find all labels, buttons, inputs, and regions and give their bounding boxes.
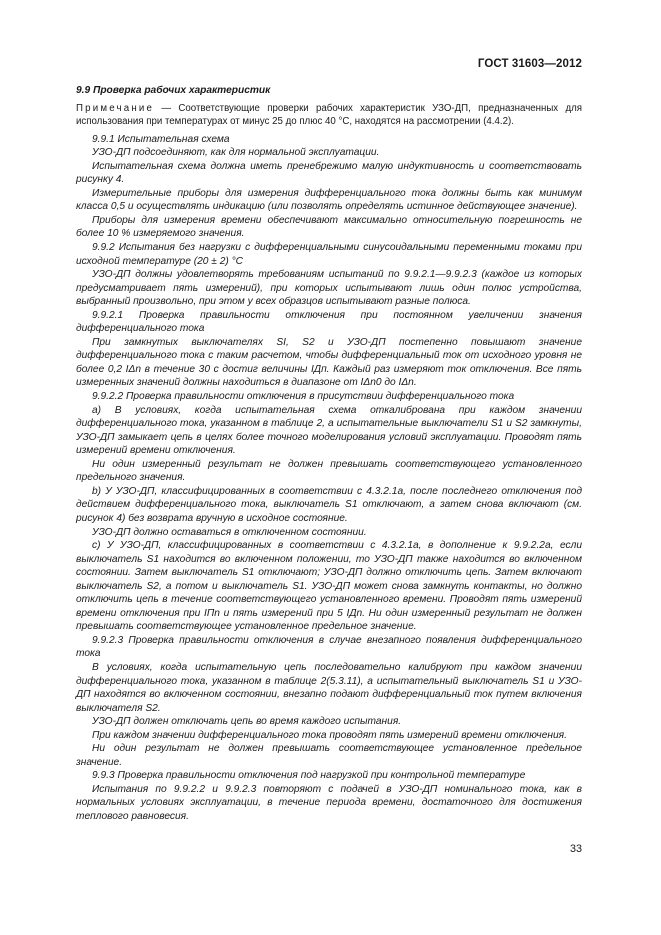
document-body: [76, 84, 582, 824]
paragraph: Измерительные приборы для измерения дифференциального тока должны быть как минимум класса 0,5 и осуществлять индикацию (или позволять определять истинное действующее значение).: [76, 187, 582, 213]
paragraph: Испытательная схема должна иметь пренебрежимо малую индуктивность и соответствовать рисунку 4.: [76, 160, 582, 186]
paragraph: УЗО-ДП должен отключать цепь во время каждого испытания.: [92, 716, 402, 728]
paragraph: При замкнутых выключателях SI, S2 и УЗО-ДП постепенно повышают значение дифференциального тока с таким расчетом, чтобы дифференциальный ток от исходного уровня не более 0,2 IΔn в течение 30 с достиг величины IДп. Каждый раз измеряют ток отключения. Все пять измеренных значений должны находиться в диапазоне от IΔn0 до IΔn.: [76, 336, 582, 389]
subsection-heading-9-9-1: 9.9.1 Испытательная схема: [92, 133, 230, 145]
document-standard-number: ГОСТ 31603—2012: [477, 58, 582, 70]
paragraph: УЗО-ДП подсоединяют, как для нормальной эксплуатации.: [92, 147, 380, 159]
paragraph: УЗО-ДП должны удовлетворять требованиям испытаний по 9.9.2.1—9.9.2.3 (каждое из которых предусматривает пять измерений), при которых испытывают лишь один полюс устройства, выбранный произвольно, при этом у всех образцов испытывают разные полюса.: [76, 269, 582, 308]
subsection-heading-9-9-2-1: 9.9.2.1 Проверка правильности отключения при постоянном увеличении значения дифференциального тока: [76, 309, 582, 335]
subsection-heading-9-9-2-2: 9.9.2.2 Проверка правильности отключения в присутствии дифференциального тока: [92, 391, 515, 403]
paragraph: Приборы для измерения времени обеспечивают максимально относительную погрешность не более 10 % измеряемого значения.: [76, 214, 582, 240]
paragraph: При каждом значении дифференциального тока проводят пять измерений времени отключения.: [92, 729, 567, 741]
subsection-heading-9-9-2: 9.9.2 Испытания без нагрузки с дифференциальными синусоидальными переменными токами при исходной температуре (20 ± 2) °С: [76, 242, 582, 267]
paragraph: Испытания по 9.9.2.2 и 9.9.2.3 повторяют с подачей в УЗО-ДП номинального тока, как в нормальных условиях эксплуатации, в течение периода времени, достаточного для достижения теплового равновесия.: [76, 783, 582, 822]
subsection-heading-9-9-2-3: 9.9.2.3 Проверка правильности отключения в случае внезапного появления дифференциального тока: [76, 634, 582, 660]
subsection-heading-9-9-3: 9.9.3 Проверка правильности отключения под нагрузкой при контрольной температуре: [92, 770, 526, 782]
page-number: 33: [569, 843, 582, 855]
section-heading: 9.9 Проверка рабочих характеристик: [76, 85, 271, 96]
paragraph: УЗО-ДП должно оставаться в отключенном состоянии.: [92, 526, 367, 538]
paragraph: В условиях, когда испытательную цепь последовательно калибруют при каждом значении дифференциального тока, указанном в таблице 2(5.3.11), а испытательный выключатель S1 и УЗО-ДП находятся во включенном состоянии, внезапно подают дифференциальный ток путем включения выключателя S2.: [76, 661, 582, 714]
note-label: Примечание: [76, 102, 155, 114]
note-text: — Соответствующие проверки рабочих характеристик УЗО-ДП, предназначенных для использования при температурах от минус 25 до плюс 40 °С, находятся на рассмотрении (4.4.2).: [76, 102, 582, 128]
note-paragraph: [76, 102, 582, 129]
paragraph: Ни один результат не должен превышать соответствующее установленное предельное значение.: [76, 743, 582, 768]
paragraph: b) У УЗО-ДП, классифицированных в соответствии с 4.3.2.1а, после последнего отключения под действием дифференциального тока, выключатель S1 отключают, а затем снова включают (см. рисунок 4) без возврата вручную в исходное состояние.: [76, 485, 582, 524]
paragraph: Ни один измеренный результат не должен превышать соответствующего установленного предельного значения.: [76, 458, 582, 484]
paragraph: а) В условиях, когда испытательная схема откалибрована при каждом значении дифференциального тока, указанном в таблице 2, а испытательные выключатели S1 и S2 замкнуты, УЗО-ДП замыкает цепь в целях более точного моделирования условий эксплуатации. Проводят пять измерений времени отключения.: [76, 404, 582, 457]
paragraph: с) У УЗО-ДП, классифицированных в соответствии с 4.3.2.1а, в дополнение к 9.9.2.2а, если выключатель S1 находится во включенном положении, то УЗО-ДП также находится во включенном состоянии. Затем выключатель S1 отключают; УЗО-ДП должно отключить цепь. Затем включают выключатель S2, а потом и выключатель S1. УЗО-ДП может снова замкнуть контакты, но должно отключить цепь в течение соответствующего установленного времени. Проводят пять измерений времени отключения при IПn и пять измерений при 5 IДn. Ни один измеренный результат не должен превышать соответствующее установленное предельное значение.: [76, 540, 582, 633]
